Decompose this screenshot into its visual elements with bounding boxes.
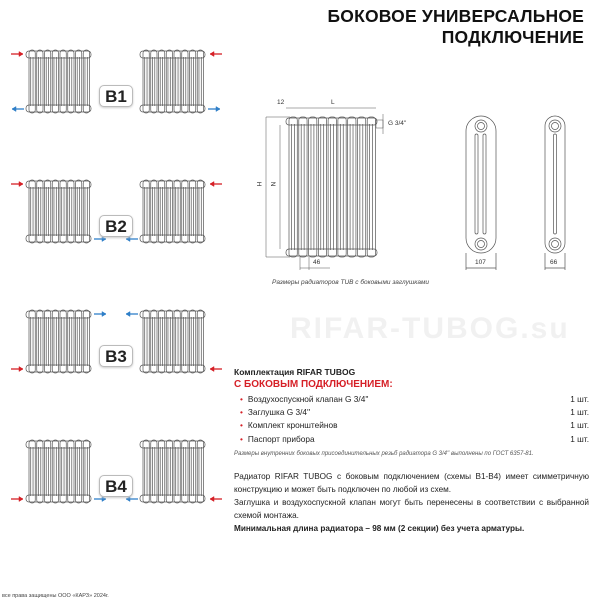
supply-arrow-icon [210, 52, 222, 57]
item-qty: 1 шт. [570, 394, 589, 404]
kit-list [234, 393, 589, 446]
supply-arrow-icon [11, 367, 23, 372]
return-arrow-icon [126, 497, 138, 502]
bullet-icon: • [240, 433, 243, 444]
copyright: все права защищены ООО «КАРЗ» 2024г. [2, 593, 109, 599]
supply-arrow-icon [210, 367, 222, 372]
description-p2: Заглушка и воздухоспускной клапан могут быть перенесены в соответствии с выбранной схемой монтажа. [234, 497, 589, 520]
item-name: Заглушка G 3/4'' [247, 407, 311, 418]
item-qty: 1 шт. [570, 433, 589, 444]
scheme-label-b4: B4 [99, 475, 133, 497]
title-line-2: ПОДКЛЮЧЕНИЕ [441, 27, 584, 47]
return-arrow-icon [12, 107, 24, 112]
return-arrow-icon [94, 237, 106, 242]
radiator-side-view-107 [466, 116, 496, 270]
supply-arrow-icon [11, 497, 23, 502]
return-arrow-icon [126, 312, 138, 317]
item-name: Комплект кронштейнов [247, 420, 338, 431]
radiator-b2-right [140, 180, 205, 243]
bullet-icon: • [240, 394, 243, 404]
radiator-b2-left [26, 180, 91, 243]
scheme-label-b1: B1 [99, 85, 133, 107]
supply-arrow-icon [11, 52, 23, 57]
list-item [234, 406, 589, 419]
item-name: Паспорт прибора [247, 433, 315, 444]
dim-66: 66 [550, 259, 558, 266]
dim-12: 12 [277, 99, 285, 106]
dim-107: 107 [475, 259, 486, 266]
radiator-b1-left [26, 50, 91, 113]
return-arrow-icon [126, 237, 138, 242]
return-arrow-icon [94, 312, 106, 317]
radiator-b4-left [26, 440, 91, 503]
list-item [234, 393, 589, 406]
item-qty: 1 шт. [570, 420, 589, 431]
dim-L: L [331, 99, 335, 106]
dim-N: N [270, 181, 278, 187]
list-item [234, 433, 589, 446]
description [234, 470, 589, 535]
return-arrow-icon [94, 497, 106, 502]
watermark: RIFAR-TUBOG.su [290, 312, 570, 345]
thread-note: Размеры внутренних боковых присоединительных резьб радиатора G 3/4'' выполнены по ГОСТ 6357-81. [234, 450, 534, 457]
radiator-front-view [286, 117, 377, 257]
item-qty: 1 шт. [570, 407, 589, 418]
description-p3: Минимальная длина радиатора – 98 мм (2 секции) без учета арматуры. [234, 523, 525, 533]
kit-heading: Комплектация RIFAR TUBOG [234, 367, 356, 377]
dim-thread: G 3/4'' [388, 120, 407, 127]
bullet-icon: • [240, 407, 243, 418]
dim-H: H [256, 181, 264, 187]
supply-arrow-icon [210, 182, 222, 187]
item-name: Воздухоспускной клапан G 3/4'' [247, 394, 369, 404]
supply-arrow-icon [210, 497, 222, 502]
scheme-label-b2: B2 [99, 215, 133, 237]
list-item [234, 419, 589, 432]
radiator-b3-right [140, 310, 205, 373]
title-line-1: БОКОВОЕ УНИВЕРСАЛЬНОЕ [327, 6, 584, 26]
supply-arrow-icon [11, 182, 23, 187]
description-p1: Радиатор RIFAR TUBOG с боковым подключением (схемы B1-B4) имеет симметричную конструкцию и может быть подключен по любой из схем. [234, 471, 589, 494]
return-arrow-icon [208, 107, 220, 112]
radiator-side-view-66 [545, 116, 565, 270]
radiator-b3-left [26, 310, 91, 373]
radiator-b4-right [140, 440, 205, 503]
radiator-b1-right [140, 50, 205, 113]
kit-section [234, 367, 589, 535]
kit-subheading: С БОКОВЫМ ПОДКЛЮЧЕНИЕМ: [234, 379, 393, 390]
dim-46: 46 [313, 259, 321, 266]
drawing-caption: Размеры радиаторов TUB с боковыми заглушками [272, 279, 430, 286]
bullet-icon: • [240, 420, 243, 431]
scheme-label-b3: B3 [99, 345, 133, 367]
